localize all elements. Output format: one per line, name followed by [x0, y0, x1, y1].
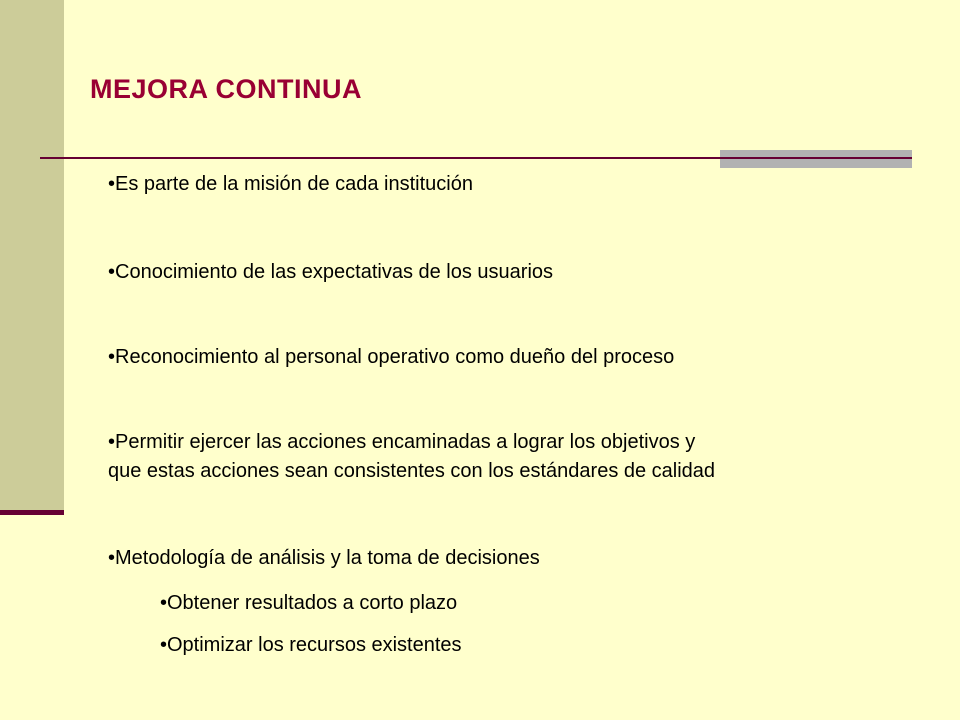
- bullet-user-expectations: •Conocimiento de las expectativas de los usuarios: [108, 261, 554, 283]
- bullet-staff-recognition: •Reconocimiento al personal operativo como dueño del proceso: [108, 346, 675, 368]
- bullet-actions-line-2: que estas acciones sean consistentes con los estándares de calidad: [108, 460, 716, 482]
- bullet-actions: [108, 428, 715, 486]
- slide-title: MEJORA CONTINUA: [90, 74, 363, 104]
- left-decorative-band: [0, 0, 64, 512]
- left-band-accent-line: [0, 510, 64, 515]
- title-rule-gray-block: [720, 150, 912, 168]
- sub-bullet-short-term-results: •Obtener resultados a corto plazo: [160, 592, 458, 614]
- bullet-methodology: •Metodología de análisis y la toma de decisiones: [108, 547, 540, 569]
- title-rule-line-overlay: [720, 157, 912, 159]
- bullet-mission: •Es parte de la misión de cada institución: [108, 173, 473, 195]
- bullet-actions-line-1: •Permitir ejercer las acciones encaminadas a lograr los objetivos y: [108, 431, 696, 453]
- sub-bullet-optimize-resources: •Optimizar los recursos existentes: [160, 634, 462, 656]
